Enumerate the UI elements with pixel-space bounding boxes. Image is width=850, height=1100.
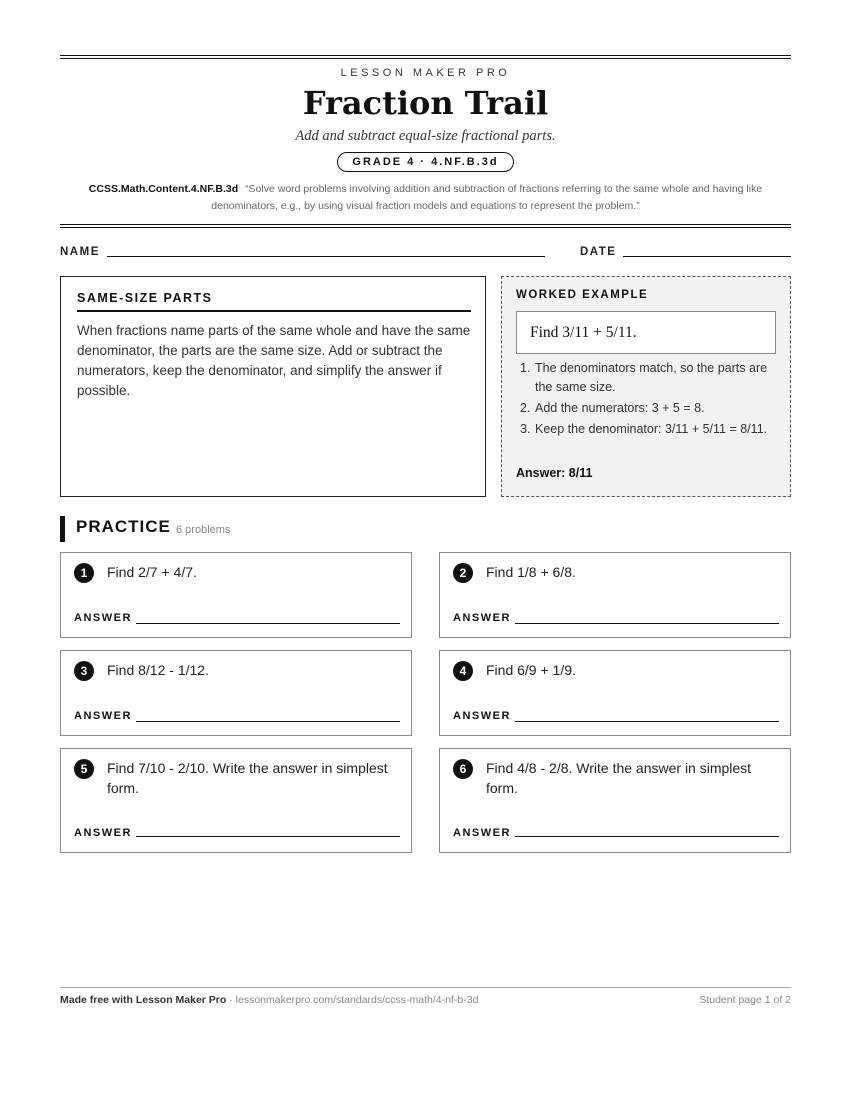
name-label: NAME	[60, 246, 100, 258]
concept-heading: SAME-SIZE PARTS	[77, 291, 471, 312]
problem-card-5	[60, 748, 412, 853]
problem-number-badge: 3	[74, 661, 94, 681]
answer-label: ANSWER	[453, 827, 511, 839]
answer-field-5[interactable]	[136, 836, 400, 837]
worked-example-answer: Answer: 8/11	[516, 466, 593, 480]
problem-card-1	[60, 552, 412, 638]
problem-text: Find 7/10 - 2/10. Write the answer in simplest form.	[107, 760, 388, 796]
problem-text: Find 4/8 - 2/8. Write the answer in simplest form.	[486, 760, 752, 796]
problem-text: Find 2/7 + 4/7.	[107, 564, 197, 580]
problem-card-6	[439, 748, 791, 853]
footer-brand: Made free with Lesson Maker Pro	[60, 994, 227, 1006]
answer-label: ANSWER	[74, 710, 132, 722]
worksheet-page	[60, 0, 791, 1100]
standard-text: “Solve word problems involving addition and subtraction of fractions referring to the same whole and having like denominators, e.g., by using visual fraction models and equations to represent the problem.”	[211, 183, 763, 212]
date-label: DATE	[580, 246, 617, 258]
concept-body: When fractions name parts of the same whole and have the same denominator, the parts are the same size. Add or subtract the numerators, keep the denominator, and simplify the answer if possible.	[77, 323, 471, 398]
name-field[interactable]	[107, 256, 545, 257]
footer-credit	[60, 994, 478, 1006]
grade-badge: GRADE 4 · 4.NF.B.3d	[337, 152, 513, 172]
example-step: 3. Keep the denominator: 3/11 + 5/11 = 8/11.	[520, 422, 768, 436]
footer-page-number: Student page 1 of 2	[699, 994, 791, 1006]
answer-field-3[interactable]	[136, 721, 400, 722]
worked-example-box	[501, 276, 791, 497]
answer-label: ANSWER	[453, 612, 511, 624]
page-subtitle: Add and subtract equal-size fractional parts.	[295, 128, 556, 144]
answer-field-4[interactable]	[515, 721, 779, 722]
answer-label: ANSWER	[74, 612, 132, 624]
problem-number-badge: 2	[453, 563, 473, 583]
problem-number-badge: 5	[74, 759, 94, 779]
date-field[interactable]	[623, 256, 791, 257]
footer-rule	[60, 987, 791, 988]
problem-number-badge: 6	[453, 759, 473, 779]
problem-number-badge: 1	[74, 563, 94, 583]
answer-label: ANSWER	[74, 827, 132, 839]
page-title: Fraction Trail	[302, 84, 549, 122]
problem-text: Find 6/9 + 1/9.	[486, 662, 576, 678]
answer-label: ANSWER	[453, 710, 511, 722]
grade-wrap	[60, 152, 791, 172]
worked-example-heading: WORKED EXAMPLE	[516, 289, 649, 301]
example-step: 2. Add the numerators: 3 + 5 = 8.	[520, 401, 705, 415]
practice-heading: PRACTICE	[76, 517, 171, 536]
problem-text: Find 1/8 + 6/8.	[486, 564, 576, 580]
answer-field-2[interactable]	[515, 623, 779, 624]
example-step: 1. The denominators match, so the parts are the same size.	[520, 361, 768, 394]
concept-box	[60, 276, 486, 497]
brand-kicker: LESSON MAKER PRO	[340, 67, 511, 79]
standard-statement	[60, 181, 791, 215]
answer-field-6[interactable]	[515, 836, 779, 837]
header-bottom-double-rule	[60, 224, 791, 228]
problem-text: Find 8/12 - 1/12.	[107, 662, 209, 678]
standard-code: CCSS.Math.Content.4.NF.B.3d	[88, 183, 239, 195]
worked-example-steps	[516, 359, 778, 441]
practice-count: 6 problems	[176, 524, 231, 536]
answer-field-1[interactable]	[136, 623, 400, 624]
problem-card-2	[439, 552, 791, 638]
footer-url: · lessonmakerpro.com/standards/ccss-math/4-nf-b-3d	[226, 994, 479, 1006]
problem-card-3	[60, 650, 412, 736]
problem-card-4	[439, 650, 791, 736]
top-double-rule	[60, 55, 791, 59]
practice-accent-bar	[60, 516, 65, 542]
worked-example-prompt: Find 3/11 + 5/11.	[516, 311, 776, 354]
problem-number-badge: 4	[453, 661, 473, 681]
